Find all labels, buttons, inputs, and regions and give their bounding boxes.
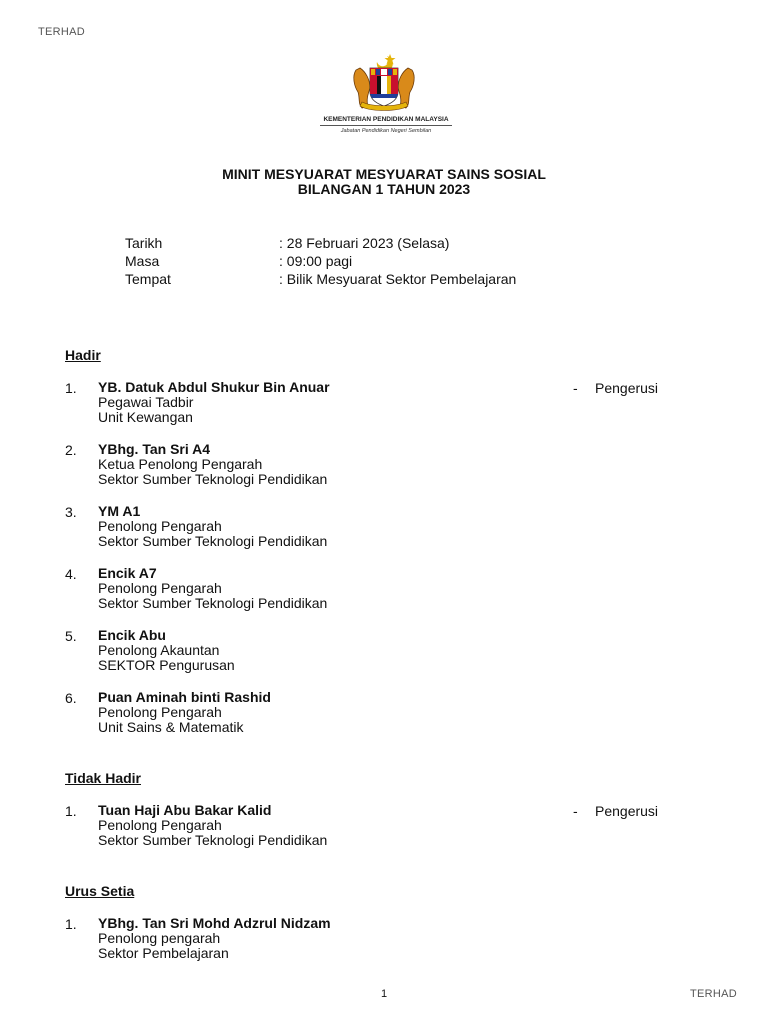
time-label: Masa (125, 253, 160, 269)
attendee-position: Penolong Pengarah (98, 580, 222, 596)
date-value: : 28 Februari 2023 (Selasa) (279, 235, 450, 251)
attendee-name: Encik Abu (98, 627, 166, 643)
attendee-name: YBhg. Tan Sri A4 (98, 441, 211, 457)
section-heading-hadir: Hadir (65, 347, 101, 363)
title-line-1: MINIT MESYUARAT MESYUARAT SAINS SOSIAL (222, 166, 546, 182)
attendee-name: YB. Datuk Abdul Shukur Bin Anuar (98, 379, 330, 395)
section-heading-tidak-hadir: Tidak Hadir (65, 770, 141, 786)
attendee-position: Penolong Akauntan (98, 642, 220, 658)
classification-header: TERHAD (38, 26, 86, 38)
secretariat-unit: Sektor Pembelajaran (98, 945, 229, 961)
section-heading-urus-setia: Urus Setia (65, 883, 135, 899)
attendee-position: Penolong Pengarah (98, 518, 222, 534)
page-number: 1 (380, 988, 388, 1000)
attendee-name: Puan Aminah binti Rashid (98, 689, 271, 705)
classification-footer: TERHAD (690, 988, 738, 1000)
entry-number: 2. (65, 442, 77, 458)
entry-number: 4. (65, 566, 77, 582)
role-dash: - (573, 380, 578, 396)
absentee-role: Pengerusi (595, 803, 659, 819)
attendee-role: Pengerusi (595, 380, 659, 396)
ministry-name: KEMENTERIAN PENDIDIKAN MALAYSIA (320, 116, 452, 126)
entry-number: 1. (65, 916, 77, 932)
attendee-position: Pegawai Tadbir (98, 394, 194, 410)
venue-label: Tempat (125, 271, 171, 287)
secretariat-name: YBhg. Tan Sri Mohd Adzrul Nidzam (98, 915, 331, 931)
attendee-unit: SEKTOR Pengurusan (98, 657, 235, 673)
attendee-unit: Sektor Sumber Teknologi Pendidikan (98, 595, 328, 611)
attendee-unit: Unit Kewangan (98, 409, 193, 425)
attendee-position: Penolong Pengarah (98, 704, 222, 720)
entry-number: 5. (65, 628, 77, 644)
meeting-details (125, 234, 516, 288)
absentee-name: Tuan Haji Abu Bakar Kalid (98, 802, 272, 818)
attendee-unit: Unit Sains & Matematik (98, 719, 244, 735)
secretariat-position: Penolong pengarah (98, 930, 221, 946)
time-value: : 09:00 pagi (279, 253, 353, 269)
attendee-unit: Sektor Sumber Teknologi Pendidikan (98, 471, 328, 487)
attendee-position: Ketua Penolong Pengarah (98, 456, 263, 472)
absentee-position: Penolong Pengarah (98, 817, 222, 833)
time-row (125, 252, 516, 270)
attendee-name: YM A1 (98, 503, 141, 519)
entry-number: 6. (65, 690, 77, 706)
title-line-2: BILANGAN 1 TAHUN 2023 (297, 181, 471, 197)
attendee-name: Encik A7 (98, 565, 157, 581)
date-label: Tarikh (125, 235, 163, 251)
entry-number: 1. (65, 380, 77, 396)
entry-number: 1. (65, 803, 77, 819)
document-title (0, 167, 768, 197)
ministry-block (320, 116, 452, 134)
venue-row (125, 270, 516, 288)
entry-number: 3. (65, 504, 77, 520)
department-name: Jabatan Pendidikan Negeri Sembilan (340, 128, 432, 134)
role-dash: - (573, 803, 578, 819)
coat-of-arms-logo (350, 52, 418, 114)
venue-value: : Bilik Mesyuarat Sektor Pembelajaran (279, 271, 517, 287)
absentee-unit: Sektor Sumber Teknologi Pendidikan (98, 832, 328, 848)
date-row (125, 234, 516, 252)
attendee-unit: Sektor Sumber Teknologi Pendidikan (98, 533, 328, 549)
